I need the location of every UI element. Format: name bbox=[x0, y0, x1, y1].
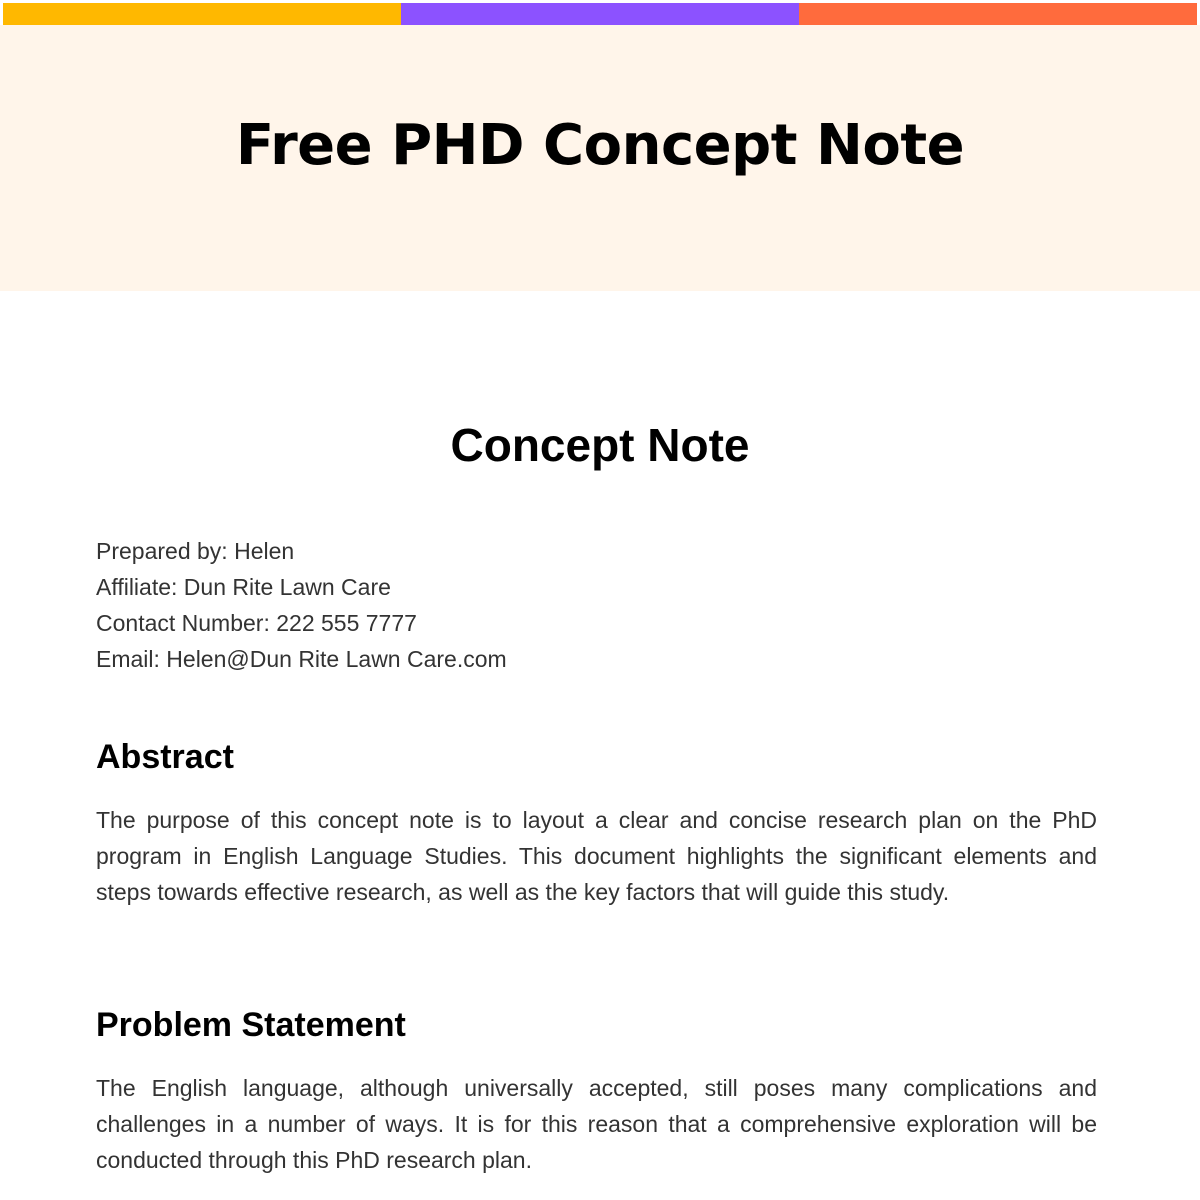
accent-bar-orange bbox=[799, 3, 1197, 25]
document-title: Concept Note bbox=[450, 419, 750, 471]
section-heading-abstract: Abstract bbox=[96, 738, 234, 776]
accent-bar-purple bbox=[401, 3, 799, 25]
prepared-by: Prepared by: Helen bbox=[96, 538, 295, 564]
color-accent-bar bbox=[3, 3, 1197, 25]
banner-title: Free PHD Concept Note bbox=[235, 113, 965, 178]
affiliate: Affiliate: Dun Rite Lawn Care bbox=[96, 574, 391, 600]
email: Email: Helen@Dun Rite Lawn Care.com bbox=[96, 646, 507, 672]
contact-number: Contact Number: 222 555 7777 bbox=[96, 610, 417, 636]
accent-bar-yellow bbox=[3, 3, 401, 25]
author-details bbox=[96, 533, 896, 677]
section-body-abstract: The purpose of this concept note is to layout a clear and concise research plan on the PhD program in English Language Studies. This document highlights the significant elements and steps towards effective research, as well as the key factors that will guide this study. bbox=[96, 807, 1097, 905]
section-heading-problem-statement: Problem Statement bbox=[96, 1006, 406, 1044]
section-body-problem-statement: The English language, although universally accepted, still poses many complications and challenges in a number of ways. It is for this reason that a comprehensive exploration will be conducted through this PhD research plan. bbox=[96, 1075, 1097, 1173]
